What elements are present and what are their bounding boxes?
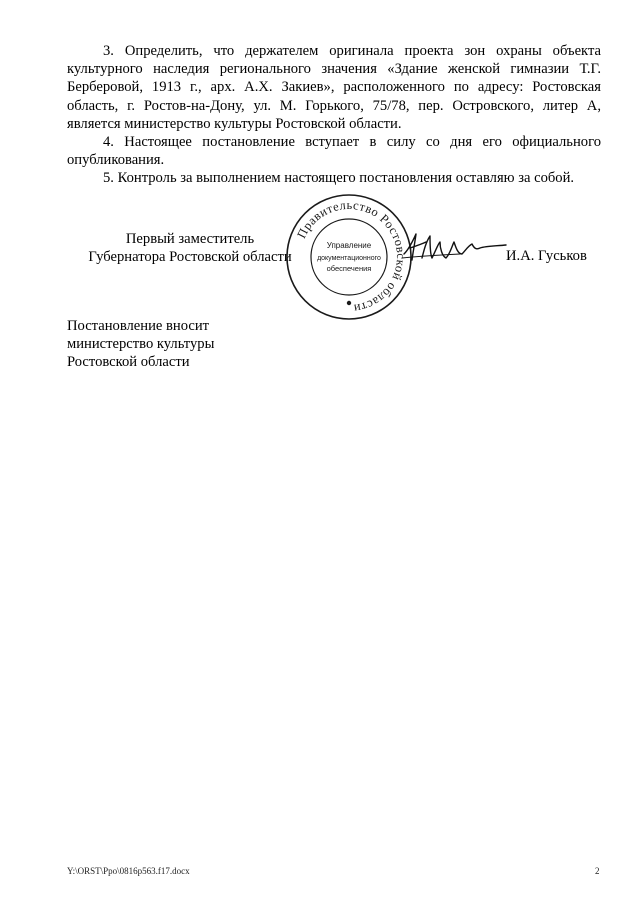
paragraph-4: 4. Настоящее постановление вступает в силу со дня его официального опубликования. — [67, 134, 601, 169]
paragraph-3: 3. Определить, что держателем оригинала проекта зон охраны объекта культурного наследия регионального значения «Здание женской гимназии Т.Г. Берберовой, 1913 г., арх. А.Х. Закиев», расположенного по адресу: Ростовская область, г. Ростов-на-Дону, ул. М. Горького, 75/78, пер. Островского, литер А, является министерство культуры Ростовской области. — [67, 43, 601, 132]
footer-file-path: Y:\ORST\Ppo\0816p563.f17.docx — [67, 866, 190, 876]
seal-inner-line-1: Управление — [326, 241, 372, 250]
handwritten-signature — [400, 228, 510, 268]
seal-inner-line-3: обеспечения — [326, 264, 372, 273]
seal-ring-text: Правительство Ростовской области — [294, 197, 409, 316]
note-line-2: министерство культуры — [67, 336, 215, 353]
decree-body — [67, 42, 601, 188]
signatory-name: И.А. Гуськов — [506, 248, 587, 264]
position-line-2: Губернатора Ростовской области — [88, 249, 292, 266]
position-line-1: Первый заместитель — [125, 231, 255, 247]
official-seal — [284, 192, 414, 322]
footer-page-number: 2 — [595, 866, 600, 876]
paragraph-5: 5. Контроль за выполнением настоящего постановления оставляю за собой. — [103, 170, 575, 187]
submission-note — [67, 317, 307, 372]
note-line-1: Постановление вносит — [67, 318, 210, 334]
note-line-3: Ростовской области — [67, 354, 190, 371]
seal-dot — [347, 301, 351, 305]
seal-inner-line-2: документационного — [317, 255, 381, 262]
signatory-position — [80, 230, 300, 266]
